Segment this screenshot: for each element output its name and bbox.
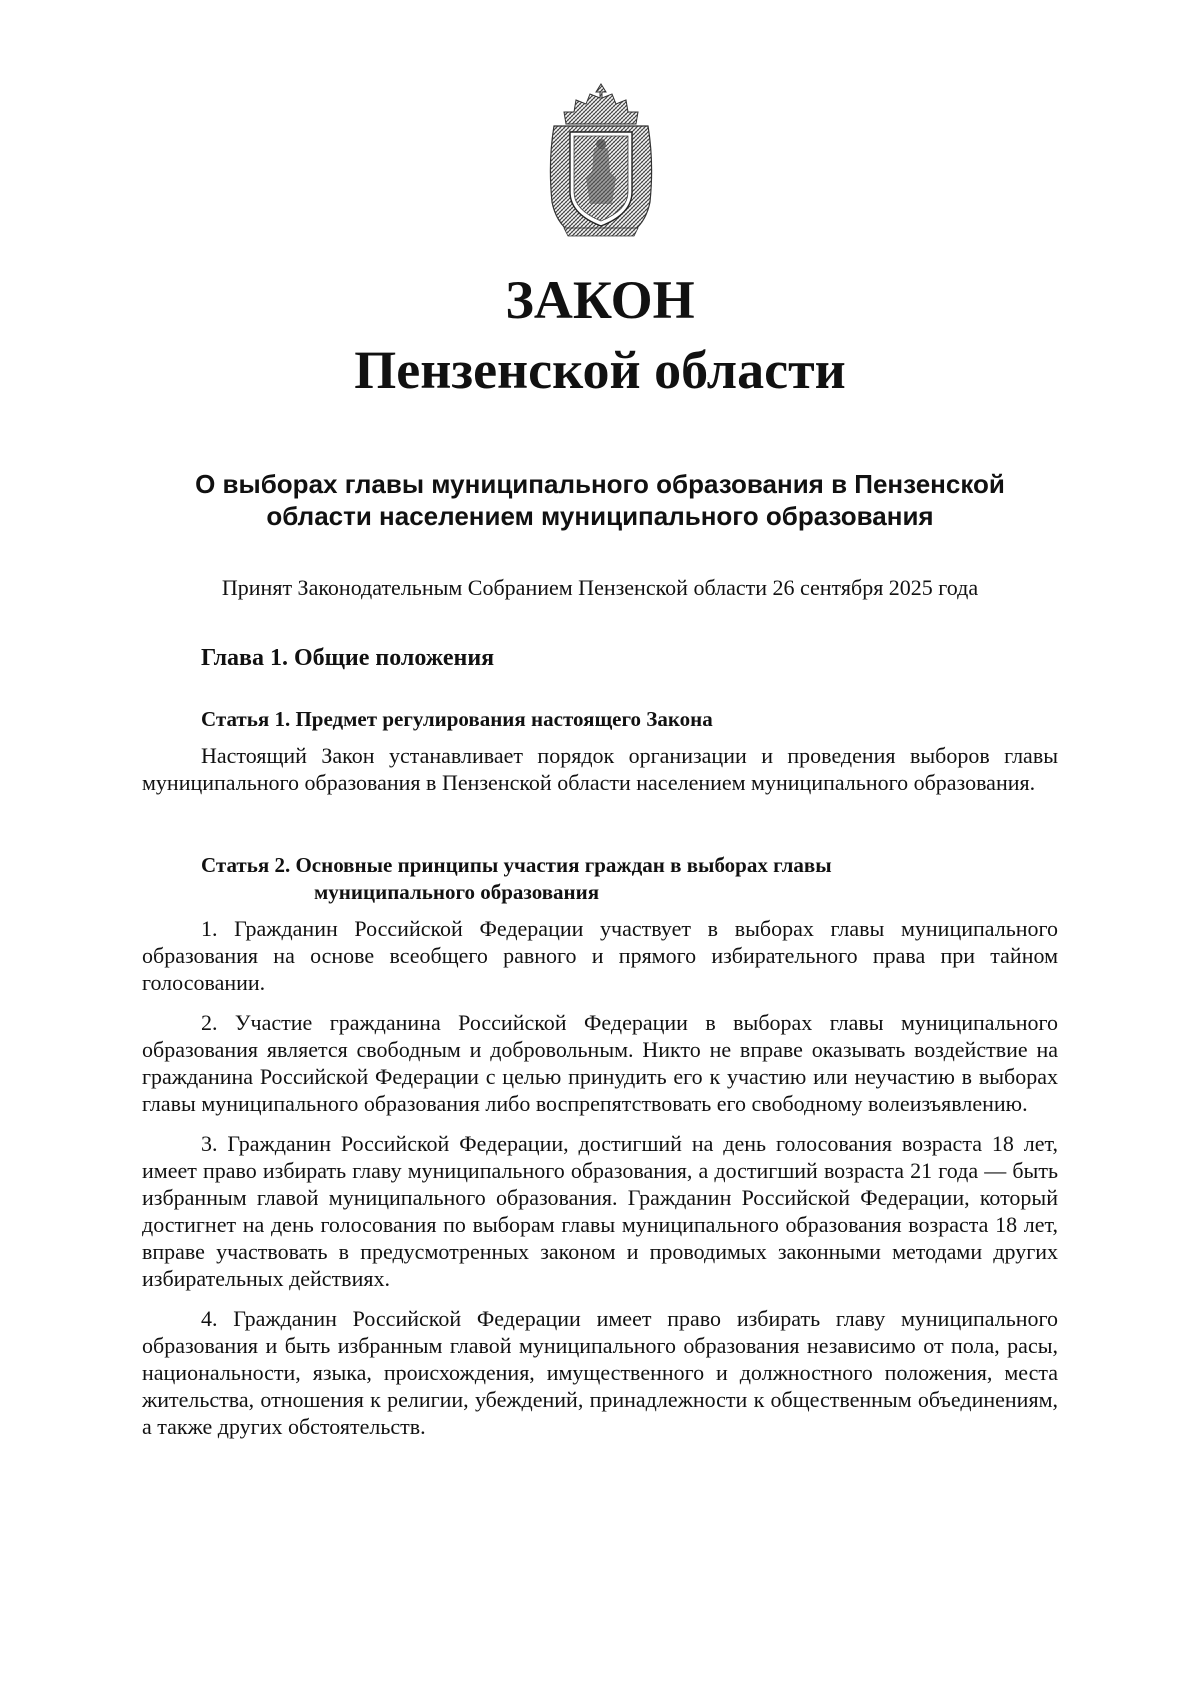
article-1-text: Настоящий Закон устанавливает порядок организации и проведения выборов главы муниципального образования в Пензенской области населением муниципального образования. [142,743,1058,795]
article-2-paragraph-1: 1. Гражданин Российской Федерации участвует в выборах главы муниципального образования на основе всеобщего равного и прямого избирательного права при тайном голосовании. [142,916,1058,995]
law-subject: О выборах главы муниципального образования в Пензенской области населением муниципального образования [195,469,1005,531]
law-title: ЗАКОН [505,270,695,330]
article-2 [142,852,1058,1440]
article-2-paragraph-2: 2. Участие гражданина Российской Федерации в выборах главы муниципального образования является свободным и добровольным. Никто не вправе оказывать воздействие на гражданина Российской Федерации с целью принудить его к участию или неучастию в выборах главы муниципального образования либо воспрепятствовать его свободному волеизъявлению. [142,1010,1058,1116]
chapter-1-title: Глава 1. Общие положения [201,645,495,671]
article-2-title [142,852,1058,906]
article-2-title-line2: муниципального образования [314,880,600,904]
article-2-paragraph-4: 4. Гражданин Российской Федерации имеет право избирать главу муниципального образования и быть избранным главой муниципального образования независимо от пола, расы, национальности, языка, происхождения, имущественного и должностного положения, места жительства, отношения к религии, убеждений, принадлежности к общественным объединениям, а также других обстоятельств. [142,1306,1058,1439]
article-2-title-line1: Статья 2. Основные принципы участия граждан в выборах главы [201,853,832,877]
adoption-note: Принят Законодательным Собранием Пензенской области 26 сентября 2025 года [221,575,979,600]
article-1-title: Статья 1. Предмет регулирования настоящего Закона [201,707,713,731]
law-region-title: Пензенской области [354,340,846,400]
article-2-paragraph-3: 3. Гражданин Российской Федерации, достигший на день голосования возраста 18 лет, имеет право избирать главу муниципального образования, а достигший возраста 21 года — быть избранным главой муниципального образования. Гражданин Российской Федерации, который достигнет на день голосования по выборам главы муниципального образования возраста 18 лет, вправе участвовать в предусмотренных законом и проводимых законными методами других избирательных действиях. [142,1131,1058,1291]
coat-of-arms-icon [546,82,656,237]
article-1 [142,706,1058,796]
